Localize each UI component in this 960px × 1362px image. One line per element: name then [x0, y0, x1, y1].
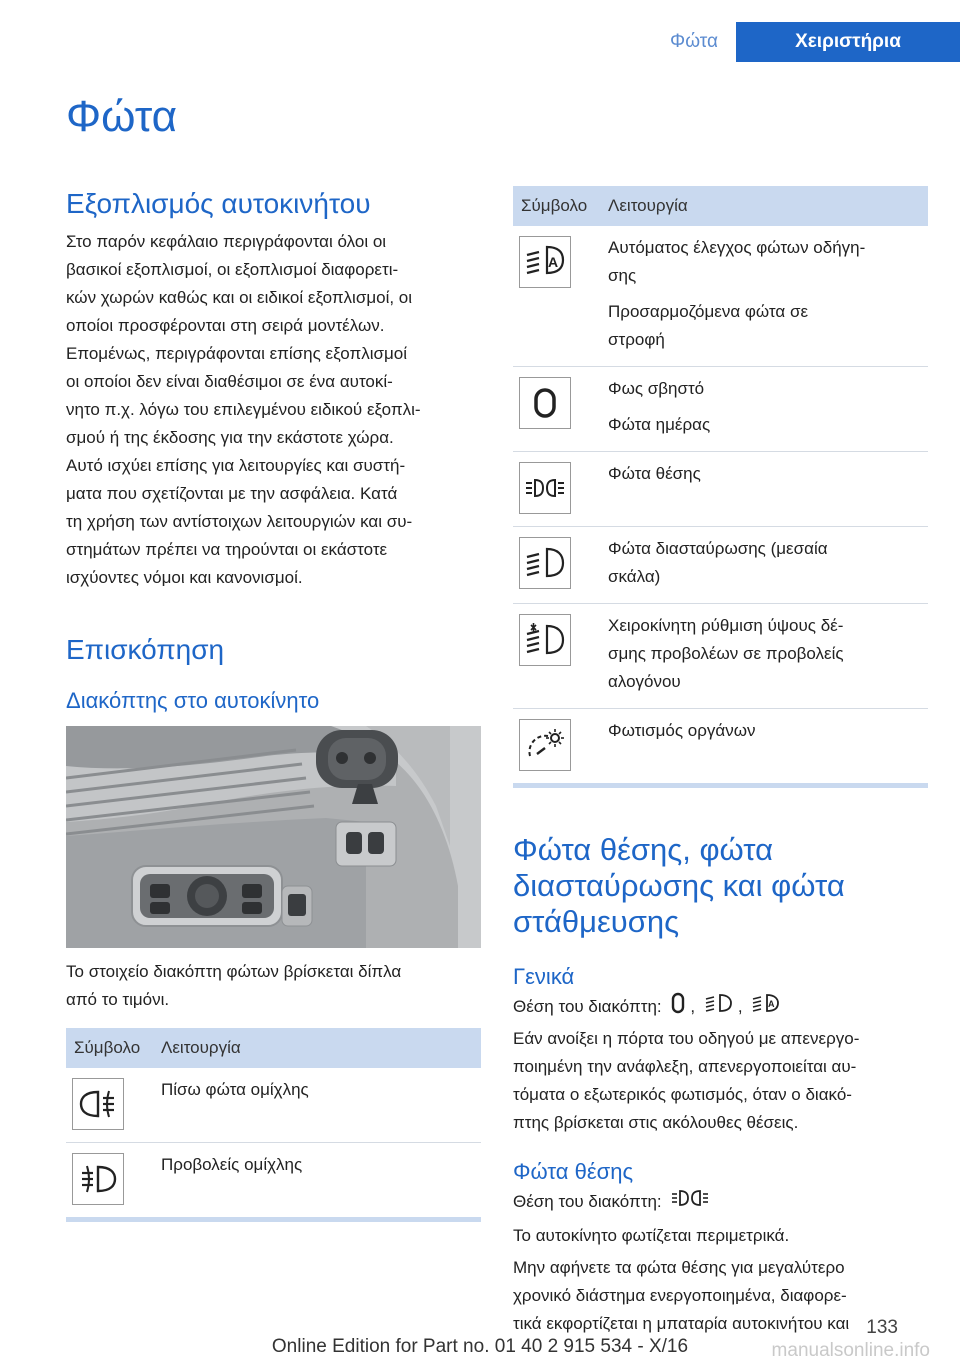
right-column	[513, 186, 928, 1338]
parking-lights-subtitle: Φώτα θέσης	[513, 1159, 634, 1184]
switch-caption	[66, 958, 481, 1014]
function-text: Φώτα διασταύρωσης (μεσαία σκάλα)	[608, 539, 828, 586]
function-cell	[608, 527, 928, 604]
general-paragraph	[513, 1025, 928, 1137]
text-line: τόματα ο εξωτερικός φωτισμός, όταν ο διακό-	[513, 1085, 852, 1104]
function-cell	[161, 1068, 481, 1143]
text-line: Εάν ανοίξει η πόρτα του οδηγού με απενεργο-	[513, 1029, 860, 1048]
function-text: Φως σβηστό	[608, 379, 705, 398]
caption-line: από το τιμόνι.	[66, 990, 170, 1009]
symbol-cell	[513, 226, 608, 367]
function-text: Φώτα θέσης	[608, 464, 701, 483]
function-cell	[608, 452, 928, 527]
table-end-rule	[513, 783, 928, 788]
text-line: ισχύοντες νόμοι και κανονισμοί.	[66, 568, 303, 587]
text-line: ποιημένη την ανάφλεξη, απενεργοποιείται αυ-	[513, 1057, 857, 1076]
text-line: πτης βρίσκεται στις ακόλουθες θέσεις.	[513, 1113, 799, 1132]
symbol-cell	[513, 709, 608, 784]
text-line: οποίοι προσφέρονται στη σειρά μοντέλων.	[66, 316, 385, 335]
instrument-lighting-icon	[519, 719, 571, 771]
symbol-cell	[513, 452, 608, 527]
symbol-cell	[66, 1143, 161, 1218]
function-text: Φώτα ημέρας	[608, 415, 711, 434]
section-title-line: στάθμευσης	[513, 904, 680, 939]
tab-lights[interactable]: Φώτα	[670, 31, 718, 52]
header-function: Λειτουργία	[608, 186, 928, 226]
text-line: στημάτων πρέπει να τηρούνται οι εκάστοτε	[66, 540, 388, 559]
svg-text:A: A	[768, 999, 775, 1009]
left-column	[66, 186, 481, 1222]
function-cell	[608, 604, 928, 709]
text-line: κών χωρών καθώς και οι ειδικοί εξοπλισμοί, οι	[66, 288, 413, 307]
symbol-cell	[513, 604, 608, 709]
watermark: manualsonline.info	[771, 1340, 930, 1361]
headlight-range-icon	[519, 614, 571, 666]
function-text: Προβολείς ομίχλης	[161, 1155, 303, 1174]
section-equipment-title: Εξοπλισμός αυτοκινήτου	[66, 188, 371, 219]
parking-light-icon	[670, 1187, 710, 1218]
rear-fog-light-icon	[72, 1078, 124, 1130]
svg-text:A: A	[548, 254, 559, 270]
dashboard-switch-photo	[66, 726, 481, 948]
function-cell	[161, 1143, 481, 1218]
front-fog-light-icon	[72, 1153, 124, 1205]
header-symbol: Σύμβολο	[513, 186, 608, 226]
edition-line: Online Edition for Part no. 01 40 2 915 534 - X/16	[271, 1336, 689, 1357]
function-text: Χειροκίνητη ρύθμιση ύψους δέ- σμης προβολέων σε προβολείς αλογόνου	[608, 616, 844, 691]
text-line: σμού ή της έκδοσης για την εκάστοτε χώρα.	[66, 428, 394, 447]
text-line: ματα που σχετίζονται με την ασφάλεια. Κατά	[66, 484, 398, 503]
page-title: Φώτα	[66, 92, 178, 141]
caption-line: Το στοιχείο διακόπτη φώτων βρίσκεται δίπλα	[66, 962, 402, 981]
function-cell	[608, 709, 928, 784]
table-row	[513, 452, 928, 527]
function-text: Πίσω φώτα ομίχλης	[161, 1080, 309, 1099]
function-cell	[608, 367, 928, 452]
switch-subtitle: Διακόπτης στο αυτοκίνητο	[66, 688, 320, 713]
general-subtitle: Γενικά	[513, 964, 575, 989]
function-cell	[608, 226, 928, 367]
switch-position-line: Θέση του διακόπτη:	[513, 1187, 928, 1218]
low-beam-icon	[519, 537, 571, 589]
table-end-rule	[66, 1217, 481, 1222]
auto-headlight-icon	[751, 992, 781, 1023]
text-line: χρονικό διάστημα ενεργοποιημένα, διαφορε-	[513, 1286, 847, 1305]
text-line: βασικοί εξοπλισμοί, οι εξοπλισμοί διαφορετι-	[66, 260, 399, 279]
text-line: νητο π.χ. λόγω του επιλεγμένου ειδικού εξοπλι-	[66, 400, 421, 419]
light-switch-table	[513, 186, 928, 783]
function-text: Προσαρμοζόμενα φώτα σε στροφή	[608, 302, 809, 349]
lights-off-icon	[519, 377, 571, 429]
equipment-paragraph	[66, 228, 481, 592]
parking-text: Το αυτοκίνητο φωτίζεται περιμετρικά.	[513, 1226, 790, 1245]
section-overview-title: Επισκόπηση	[66, 634, 225, 665]
auto-headlight-icon	[519, 236, 571, 288]
lights-off-icon	[670, 992, 686, 1023]
parking-light-icon	[519, 462, 571, 514]
section-title-line: Φώτα θέσης, φώτα	[513, 832, 774, 867]
symbol-cell	[66, 1068, 161, 1143]
text-line: Στο παρόν κεφάλαιο περιγράφονται όλοι οι	[66, 232, 387, 251]
header-function: Λειτουργία	[161, 1028, 481, 1068]
table-row	[513, 604, 928, 709]
table-header-row	[66, 1028, 481, 1068]
function-text: Αυτόματος έλεγχος φώτων οδήγη- σης	[608, 238, 866, 285]
low-beam-icon	[704, 992, 734, 1023]
text-line: Μην αφήνετε τα φώτα θέσης για μεγαλύτερο	[513, 1258, 845, 1277]
tab-controls[interactable]: Χειριστήρια	[736, 22, 960, 62]
text-line: τικά εκφορτίζεται η μπαταρία αυτοκινήτου και	[513, 1314, 850, 1333]
fog-lights-table	[66, 1028, 481, 1217]
table-row	[513, 709, 928, 784]
text-line: τη χρήση των αντίστοιχων λειτουργιών και συ-	[66, 512, 413, 531]
table-row	[513, 367, 928, 452]
table-row	[66, 1143, 481, 1218]
switch-position-line: Θέση του διακόπτη: , , A	[513, 992, 928, 1023]
table-row	[66, 1068, 481, 1143]
header-symbol: Σύμβολο	[66, 1028, 161, 1068]
lights-section-title	[513, 832, 928, 940]
table-header-row	[513, 186, 928, 226]
section-title-line: διασταύρωσης και φώτα	[513, 868, 845, 903]
symbol-cell	[513, 367, 608, 452]
text-line: Αυτό ισχύει επίσης για λειτουργίες και συστή-	[66, 456, 406, 475]
text-line: οι οποίοι δεν είναι διαθέσιμοι σε ένα αυτοκί-	[66, 372, 393, 391]
page-number: 133	[866, 1317, 898, 1338]
table-row	[513, 527, 928, 604]
header-tabs	[652, 22, 960, 62]
table-row	[513, 226, 928, 367]
text-line: Επομένως, περιγράφονται επίσης εξοπλισμοί	[66, 344, 408, 363]
symbol-cell	[513, 527, 608, 604]
function-text: Φωτισμός οργάνων	[608, 721, 756, 740]
